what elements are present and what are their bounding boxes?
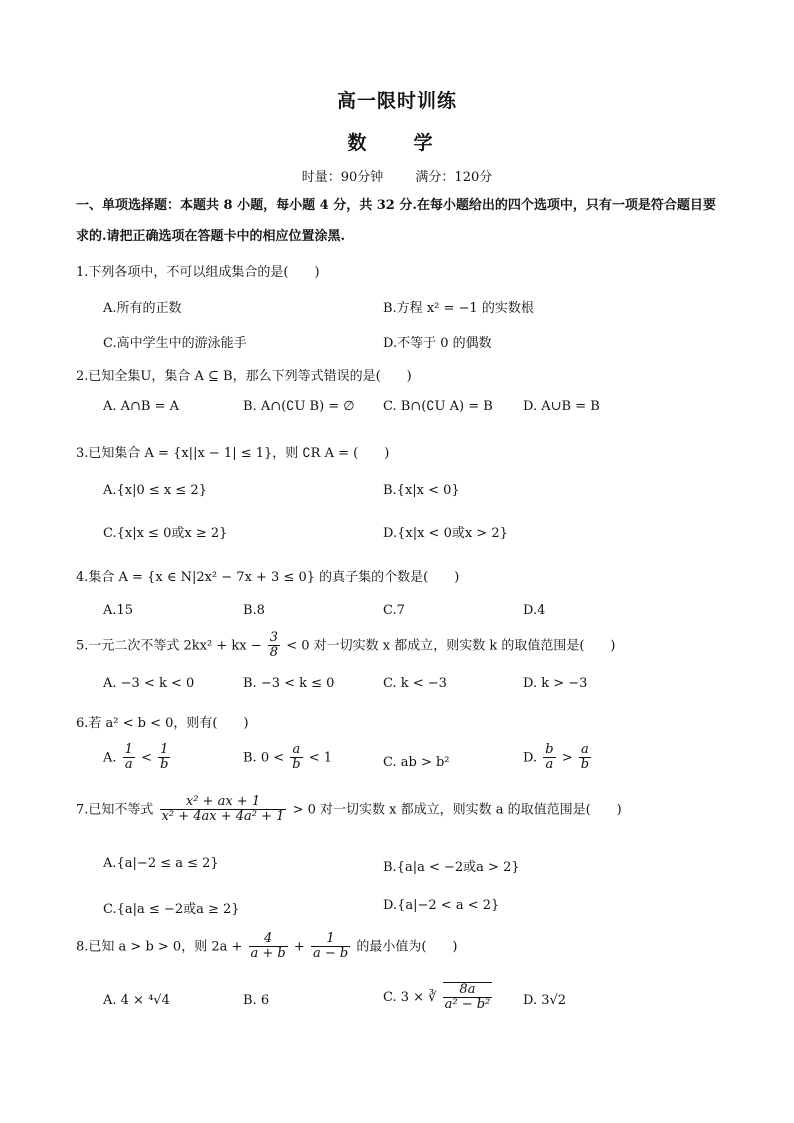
q1-option-d: D.不等于 0 的偶数 [383, 336, 492, 351]
q6-option-b [243, 743, 332, 773]
q1-option-b: B.方程 x² = −1 的实数根 [383, 301, 534, 316]
q8-fraction-2 [311, 932, 350, 962]
question-5-stem [76, 631, 616, 661]
q6-d-label: D. [523, 750, 538, 766]
q8-frac1-den: a + b [250, 946, 286, 962]
q8-frac2-den: a − b [312, 946, 349, 962]
q3-option-d: D.{x|x < 0或x > 2} [383, 526, 508, 541]
question-4-stem: 4.集合 A = {x ∈ N|2x² − 7x + 3 ≤ 0} 的真子集的个数是( ) [76, 570, 460, 585]
q6-a-op: < [141, 750, 152, 766]
q5-fraction [268, 631, 280, 661]
q8-op: + [293, 939, 305, 955]
q8-frac2-num: 1 [311, 932, 350, 947]
q2-option-a: A. A∩B = A [103, 399, 180, 414]
q2-option-b: B. A∩(∁U B) = ∅ [243, 399, 355, 414]
q6-d-frac2-num: a [579, 743, 591, 758]
section-instructions: 一、单项选择题：本题共 8 小题，每小题 4 分，共 32 分.在每小题给出的四个选项中，只有一项是符合题目要求的.请把正确选项在答题卡中的相应位置涂黑. [76, 198, 716, 244]
q6-b-frac [290, 743, 302, 773]
q1-option-c: C.高中学生中的游泳能手 [103, 336, 247, 351]
q6-a-frac1-num: 1 [124, 742, 133, 757]
q6-d-op: > [561, 750, 573, 766]
q7-stem-post: > 0 对一切实数 x 都成立，则实数 a 的取值范围是( ) [292, 802, 622, 818]
exam-subject: 数 学 [347, 132, 447, 154]
q4-option-c: C.7 [383, 603, 405, 618]
q5-option-c: C. k < −3 [383, 676, 447, 691]
q8-c-num: 8a [443, 983, 493, 998]
q6-a-frac1-den: a [124, 757, 133, 773]
q7-fraction-den: x² + 4ax + 4a² + 1 [161, 809, 285, 825]
time-limit: 时量：90分钟 [301, 170, 384, 185]
q6-d-frac1 [543, 743, 555, 773]
q7-option-b: B.{a|a < −2或a > 2} [383, 860, 520, 875]
q4-option-a: A.15 [103, 603, 134, 618]
q6-a-frac2-den: b [160, 757, 169, 773]
q3-option-c: C.{x|x ≤ 0或x ≥ 2} [103, 526, 228, 541]
q8-c-radicand [443, 982, 493, 1013]
q6-d-frac2 [579, 743, 591, 773]
q4-option-d: D.4 [523, 603, 546, 618]
q5-option-a: A. −3 < k < 0 [103, 676, 195, 691]
q8-option-a: A. 4 × ⁴√4 [103, 993, 170, 1008]
q6-a-frac1 [123, 743, 135, 773]
q4-option-b: B.8 [243, 603, 265, 618]
q8-c-pre: C. 3 × ∛ [383, 989, 437, 1005]
q1-option-a: A.所有的正数 [103, 301, 182, 316]
exam-meta [0, 166, 794, 185]
q5-option-d: D. k > −3 [523, 676, 588, 691]
question-3-stem: 3.已知集合 A = {x||x − 1| ≤ 1}，则 ∁R A = ( ) [76, 446, 390, 461]
q6-option-a [103, 743, 172, 773]
question-2-stem: 2.已知全集U，集合 A ⊆ B，那么下列等式错误的是( ) [76, 369, 412, 384]
q6-b-post: < 1 [308, 750, 333, 766]
q7-option-a: A.{a|−2 ≤ a ≤ 2} [103, 856, 219, 871]
q3-option-a: A.{x|0 ≤ x ≤ 2} [103, 483, 207, 498]
q8-c-den: a² − b² [444, 997, 491, 1013]
question-7-stem [76, 795, 622, 825]
q6-d-frac2-den: b [580, 757, 590, 773]
q6-option-d [523, 743, 593, 773]
question-8-stem [76, 932, 457, 962]
q8-option-d: D. 3√2 [523, 993, 567, 1008]
exam-title: 高一限时训练 [336, 90, 457, 112]
q2-option-c: C. B∩(∁U A) = B [383, 399, 493, 414]
q6-b-frac-num: a [290, 743, 302, 758]
q8-fraction-1 [249, 932, 288, 962]
q6-a-label: A. [103, 750, 117, 766]
q6-b-pre: B. 0 < [243, 750, 285, 766]
q5-fraction-den: 8 [269, 645, 279, 661]
question-6-stem: 6.若 a² < b < 0，则有( ) [76, 716, 249, 731]
q7-fraction [160, 795, 287, 825]
q7-stem-pre: 7.已知不等式 [76, 802, 154, 818]
q8-option-b: B. 6 [243, 993, 270, 1008]
q6-b-frac-den: b [292, 757, 301, 773]
q3-option-b: B.{x|x < 0} [383, 483, 460, 498]
q5-option-b: B. −3 < k ≤ 0 [243, 676, 335, 691]
q7-option-c: C.{a|a ≤ −2或a ≥ 2} [103, 902, 240, 917]
q7-fraction-num: x² + ax + 1 [160, 795, 287, 810]
q8-stem-pre: 8.已知 a > b > 0，则 2a + [76, 939, 243, 955]
q5-stem-post: < 0 对一切实数 x 都成立，则实数 k 的取值范围是( ) [286, 638, 616, 654]
q6-d-frac1-num: b [545, 742, 554, 757]
q5-stem-pre: 5.一元二次不等式 2kx² + kx − [76, 638, 262, 654]
q7-option-d: D.{a|−2 < a < 2} [383, 898, 500, 913]
full-score: 满分：120分 [415, 170, 493, 185]
q8-frac1-num: 4 [249, 932, 288, 947]
question-1-stem: 1.下列各项中，不可以组成集合的是( ) [76, 265, 320, 280]
q6-d-frac1-den: a [545, 757, 554, 773]
q2-option-d: D. A∪B = B [523, 399, 600, 414]
q6-option-c: C. ab > b² [383, 755, 450, 770]
q6-a-frac2-num: 1 [158, 743, 170, 758]
q8-stem-post: 的最小值为( ) [356, 939, 458, 955]
q6-a-frac2 [158, 743, 170, 773]
q8-option-c [383, 982, 494, 1013]
q5-fraction-num: 3 [269, 630, 279, 645]
